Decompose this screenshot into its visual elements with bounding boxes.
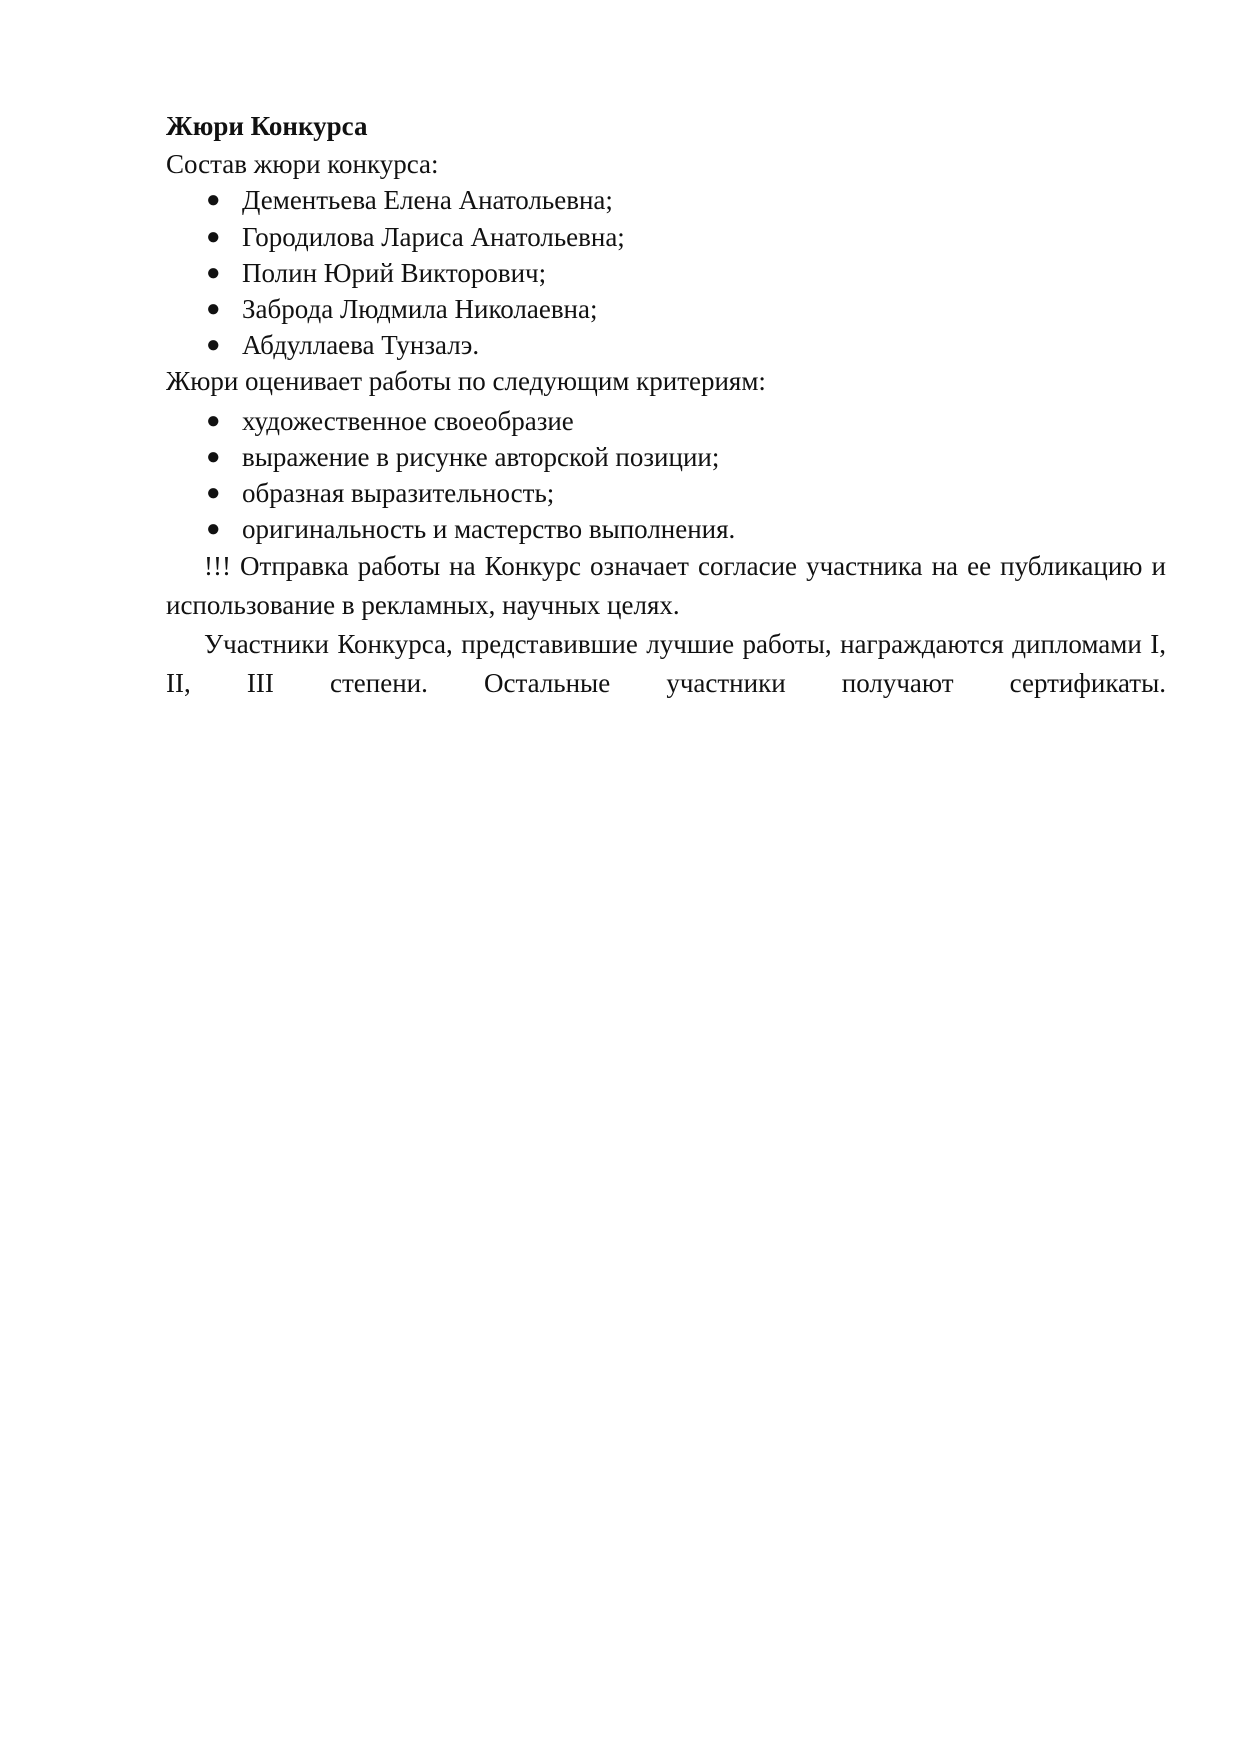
list-item (166, 182, 1166, 219)
bullet-icon: ● (206, 260, 221, 286)
bullet-icon: ● (206, 408, 221, 434)
list-item (166, 439, 1166, 475)
notice-paragraph: !!! Отправка работы на Конкурс означает согласие участника на ее публикацию и использование в рекламных, научных целях. (166, 551, 1166, 620)
bullet-icon: ● (206, 187, 221, 213)
jury-member: Абдуллаева Тунзалэ. (242, 330, 480, 360)
list-item (166, 475, 1166, 511)
list-item (166, 403, 1166, 439)
bullet-icon: ● (206, 332, 221, 358)
jury-members-list (166, 182, 1166, 363)
criterion: образная выразительность; (242, 478, 555, 508)
bullet-icon: ● (206, 480, 221, 506)
bullet-icon: ● (206, 296, 221, 322)
jury-member: Городилова Лариса Анатольевна; (242, 222, 625, 252)
list-item (166, 255, 1166, 291)
jury-member: Заброда Людмила Николаевна; (242, 294, 598, 324)
jury-intro: Состав жюри конкурса: (166, 149, 439, 179)
jury-member: Дементьева Елена Анатольевна; (242, 185, 613, 215)
list-item (166, 511, 1166, 547)
list-item (166, 327, 1166, 363)
document-title: Жюри Конкурса (166, 111, 368, 141)
criteria-intro: Жюри оценивает работы по следующим критериям: (166, 366, 766, 396)
list-item (166, 219, 1166, 255)
bullet-icon: ● (206, 516, 221, 542)
criterion: выражение в рисунке авторской позиции; (242, 442, 720, 472)
list-item (166, 291, 1166, 327)
jury-member: Полин Юрий Викторович; (242, 258, 547, 288)
criterion: оригинальность и мастерство выполнения. (242, 514, 736, 544)
bullet-icon: ● (206, 444, 221, 470)
document-body (166, 108, 1166, 730)
criteria-list (166, 403, 1166, 547)
criterion: художественное своеобразие (242, 406, 574, 436)
bullet-icon: ● (206, 224, 221, 250)
awards-paragraph: Участники Конкурса, представившие лучшие работы, награждаются дипломами I, II, III степени. Остальные участники получают сертификаты. (166, 629, 1166, 698)
